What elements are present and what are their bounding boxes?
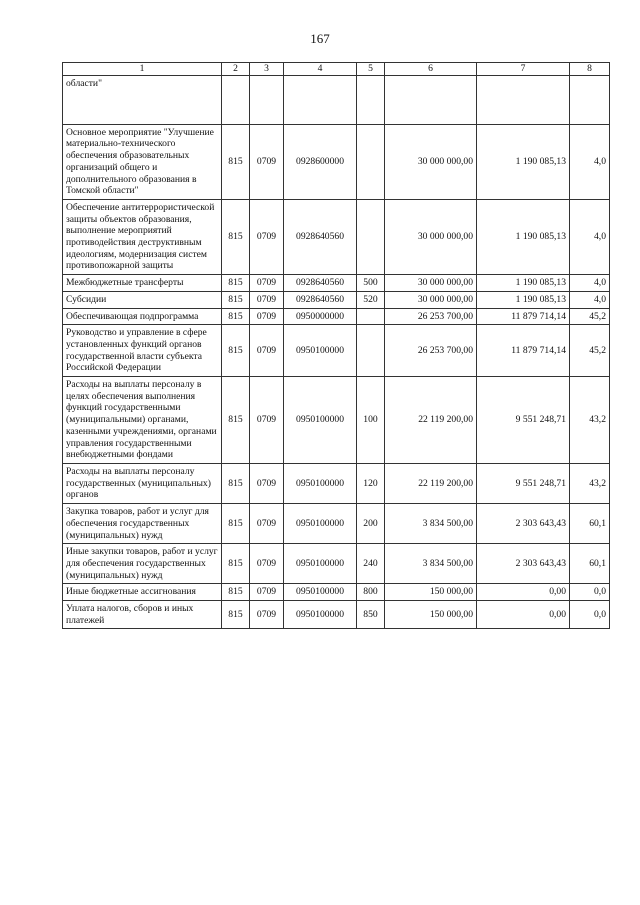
column-header: 7 (477, 63, 570, 76)
executed-amount: 9 551 248,71 (477, 377, 570, 464)
section-code: 0709 (250, 325, 284, 377)
chapter-code: 815 (222, 463, 250, 503)
column-header: 1 (63, 63, 222, 76)
chapter-code: 815 (222, 199, 250, 274)
execution-percent: 43,2 (570, 463, 610, 503)
table-row (63, 291, 610, 308)
expense-type-code: 100 (357, 377, 385, 464)
column-header: 5 (357, 63, 385, 76)
target-article-code: 0950100000 (284, 377, 357, 464)
section-code: 0709 (250, 308, 284, 325)
executed-amount: 0,00 (477, 601, 570, 629)
column-header: 2 (222, 63, 250, 76)
section-code: 0709 (250, 124, 284, 199)
target-article-code: 0950100000 (284, 601, 357, 629)
item-name: Уплата налогов, сборов и иных платежей (63, 601, 222, 629)
executed-amount (477, 75, 570, 124)
executed-amount: 1 190 085,13 (477, 291, 570, 308)
table-row (63, 325, 610, 377)
table-row (63, 75, 610, 124)
section-code: 0709 (250, 291, 284, 308)
item-name: Обеспечение антитеррористической защиты объектов образования, выполнение мероприятий противодействия деструктивным идеологиям, модернизация систем противопожарной защиты (63, 199, 222, 274)
chapter-code: 815 (222, 504, 250, 544)
section-code (250, 75, 284, 124)
section-code: 0709 (250, 199, 284, 274)
item-name: Руководство и управление в сфере установленных функций органов государственной власти субъекта Российской Федерации (63, 325, 222, 377)
column-header: 6 (385, 63, 477, 76)
approved-amount: 30 000 000,00 (385, 291, 477, 308)
approved-amount: 3 834 500,00 (385, 544, 477, 584)
executed-amount: 2 303 643,43 (477, 504, 570, 544)
execution-percent: 4,0 (570, 275, 610, 292)
expense-type-code: 800 (357, 584, 385, 601)
execution-percent: 43,2 (570, 377, 610, 464)
approved-amount: 26 253 700,00 (385, 308, 477, 325)
table-row (63, 463, 610, 503)
table-row (63, 124, 610, 199)
expense-type-code: 500 (357, 275, 385, 292)
executed-amount: 1 190 085,13 (477, 275, 570, 292)
item-name: Обеспечивающая подпрограмма (63, 308, 222, 325)
table-row (63, 601, 610, 629)
chapter-code: 815 (222, 291, 250, 308)
item-name: Иные бюджетные ассигнования (63, 584, 222, 601)
item-name: Расходы на выплаты персоналу в целях обеспечения выполнения функций государственными (муниципальными) органами, казенными учреждениями, органами управления государственными внебюджетными фондами (63, 377, 222, 464)
table-row (63, 377, 610, 464)
header-row (63, 63, 610, 76)
expense-type-code: 120 (357, 463, 385, 503)
page-number: 167 (310, 31, 330, 46)
chapter-code: 815 (222, 124, 250, 199)
target-article-code: 0928640560 (284, 199, 357, 274)
item-name: Закупка товаров, работ и услуг для обеспечения государственных (муниципальных) нужд (63, 504, 222, 544)
chapter-code: 815 (222, 325, 250, 377)
section-code: 0709 (250, 584, 284, 601)
target-article-code: 0950100000 (284, 504, 357, 544)
table-row (63, 308, 610, 325)
section-code: 0709 (250, 544, 284, 584)
executed-amount: 1 190 085,13 (477, 124, 570, 199)
execution-percent: 0,0 (570, 584, 610, 601)
execution-percent: 60,1 (570, 504, 610, 544)
section-code: 0709 (250, 463, 284, 503)
target-article-code: 0928600000 (284, 124, 357, 199)
executed-amount: 11 879 714,14 (477, 325, 570, 377)
chapter-code: 815 (222, 377, 250, 464)
section-code: 0709 (250, 601, 284, 629)
approved-amount: 3 834 500,00 (385, 504, 477, 544)
item-name: Иные закупки товаров, работ и услуг для обеспечения государственных (муниципальных) нужд (63, 544, 222, 584)
approved-amount: 150 000,00 (385, 584, 477, 601)
target-article-code: 0950100000 (284, 463, 357, 503)
executed-amount: 9 551 248,71 (477, 463, 570, 503)
section-code: 0709 (250, 275, 284, 292)
table-row (63, 544, 610, 584)
target-article-code (284, 75, 357, 124)
expense-type-code (357, 308, 385, 325)
approved-amount: 26 253 700,00 (385, 325, 477, 377)
execution-percent: 0,0 (570, 601, 610, 629)
section-code: 0709 (250, 504, 284, 544)
execution-percent: 45,2 (570, 308, 610, 325)
approved-amount: 22 119 200,00 (385, 463, 477, 503)
target-article-code: 0950100000 (284, 544, 357, 584)
section-code: 0709 (250, 377, 284, 464)
approved-amount: 22 119 200,00 (385, 377, 477, 464)
item-name: Основное мероприятие "Улучшение материально-технического обеспечения образовательных организаций общего и дополнительного образования в Томской области" (63, 124, 222, 199)
approved-amount (385, 75, 477, 124)
expense-type-code (357, 124, 385, 199)
approved-amount: 30 000 000,00 (385, 275, 477, 292)
expense-type-code: 240 (357, 544, 385, 584)
approved-amount: 150 000,00 (385, 601, 477, 629)
expense-type-code (357, 75, 385, 124)
table-row (63, 275, 610, 292)
table-row (63, 504, 610, 544)
chapter-code: 815 (222, 584, 250, 601)
chapter-code (222, 75, 250, 124)
chapter-code: 815 (222, 601, 250, 629)
column-header: 3 (250, 63, 284, 76)
executed-amount: 2 303 643,43 (477, 544, 570, 584)
execution-percent: 45,2 (570, 325, 610, 377)
target-article-code: 0950000000 (284, 308, 357, 325)
chapter-code: 815 (222, 275, 250, 292)
column-header: 8 (570, 63, 610, 76)
item-name: Межбюджетные трансферты (63, 275, 222, 292)
table-row (63, 199, 610, 274)
item-name: области" (63, 75, 222, 124)
table-row (63, 584, 610, 601)
budget-table (62, 62, 610, 629)
item-name: Расходы на выплаты персоналу государственных (муниципальных) органов (63, 463, 222, 503)
target-article-code: 0928640560 (284, 291, 357, 308)
target-article-code: 0950100000 (284, 325, 357, 377)
expense-type-code: 200 (357, 504, 385, 544)
expense-type-code (357, 199, 385, 274)
execution-percent (570, 75, 610, 124)
execution-percent: 4,0 (570, 291, 610, 308)
chapter-code: 815 (222, 308, 250, 325)
expense-type-code: 520 (357, 291, 385, 308)
approved-amount: 30 000 000,00 (385, 199, 477, 274)
executed-amount: 0,00 (477, 584, 570, 601)
execution-percent: 60,1 (570, 544, 610, 584)
approved-amount: 30 000 000,00 (385, 124, 477, 199)
execution-percent: 4,0 (570, 199, 610, 274)
executed-amount: 1 190 085,13 (477, 199, 570, 274)
expense-type-code (357, 325, 385, 377)
item-name: Субсидии (63, 291, 222, 308)
executed-amount: 11 879 714,14 (477, 308, 570, 325)
expense-type-code: 850 (357, 601, 385, 629)
chapter-code: 815 (222, 544, 250, 584)
target-article-code: 0950100000 (284, 584, 357, 601)
column-header: 4 (284, 63, 357, 76)
execution-percent: 4,0 (570, 124, 610, 199)
target-article-code: 0928640560 (284, 275, 357, 292)
